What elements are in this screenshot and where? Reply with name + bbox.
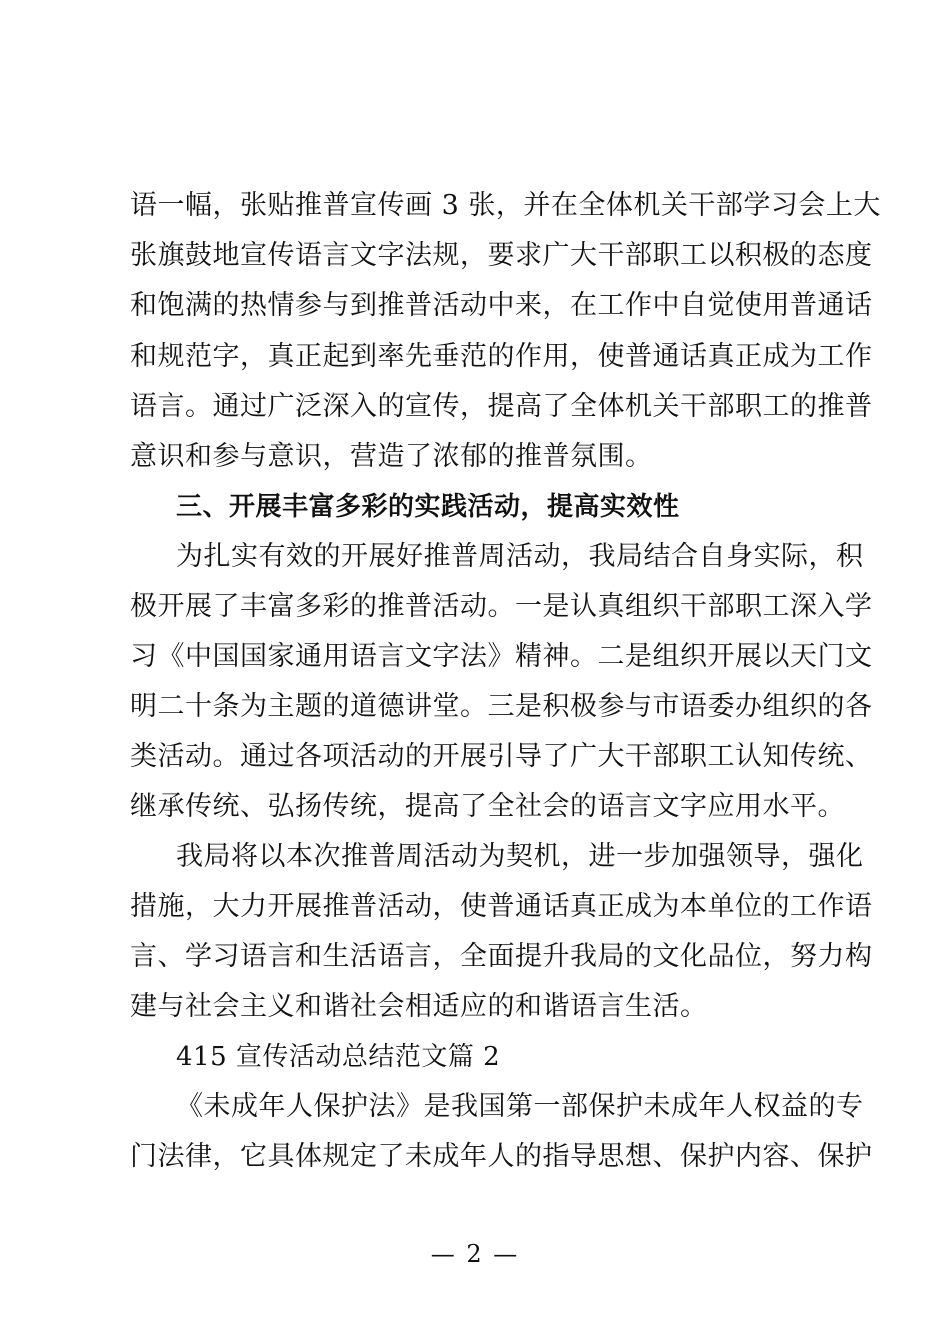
paragraph-line: 语言。通过广泛深入的宣传，提高了全体机关干部职工的推普 (130, 391, 873, 422)
paragraph-line: 《未成年人保护法》是我国第一部保护未成年人权益的专 (176, 1091, 864, 1122)
paragraph-line: 和规范字，真正起到率先垂范的作用，使普通话真正成为工作 (130, 341, 873, 372)
page-number: — 2 — (430, 1240, 520, 1268)
article-subtitle: 415 宣传活动总结范文篇 2 (176, 1042, 501, 1072)
paragraph-line: 和饱满的热情参与到推普活动中来，在工作中自觉使用普通话 (130, 290, 873, 321)
paragraph-line: 语一幅，张贴推普宣传画 3 张，并在全体机关干部学习会上大 (130, 190, 881, 221)
paragraph-line: 措施，大力开展推普活动，使普通话真正成为本单位的工作语 (130, 891, 873, 922)
paragraph-line: 门法律，它具体规定了未成年人的指导思想、保护内容、保护 (130, 1141, 873, 1172)
paragraph-line: 继承传统、弘扬传统，提高了全社会的语言文字应用水平。 (130, 791, 845, 822)
paragraph-line: 明二十条为主题的道德讲堂。三是积极参与市语委办组织的各 (130, 691, 873, 722)
section-heading: 三、开展丰富多彩的实践活动，提高实效性 (176, 492, 680, 522)
paragraph-line: 张旗鼓地宣传语言文字法规，要求广大干部职工以积极的态度 (130, 240, 873, 271)
paragraph-line: 意识和参与意识，营造了浓郁的推普氛围。 (130, 441, 653, 472)
paragraph-line: 言、学习语言和生活语言，全面提升我局的文化品位，努力构 (130, 941, 873, 972)
paragraph-line: 习《中国国家通用语言文字法》精神。二是组织开展以天门文 (130, 641, 873, 672)
paragraph-line: 类活动。通过各项活动的开展引导了广大干部职工认知传统、 (130, 741, 873, 772)
paragraph-line: 极开展了丰富多彩的推普活动。一是认真组织干部职工深入学 (130, 591, 873, 622)
paragraph-line: 为扎实有效的开展好推普周活动，我局结合自身实际，积 (176, 541, 864, 572)
paragraph-line: 我局将以本次推普周活动为契机，进一步加强领导，强化 (176, 841, 864, 872)
paragraph-line: 建与社会主义和谐社会相适应的和谐语言生活。 (130, 991, 708, 1022)
